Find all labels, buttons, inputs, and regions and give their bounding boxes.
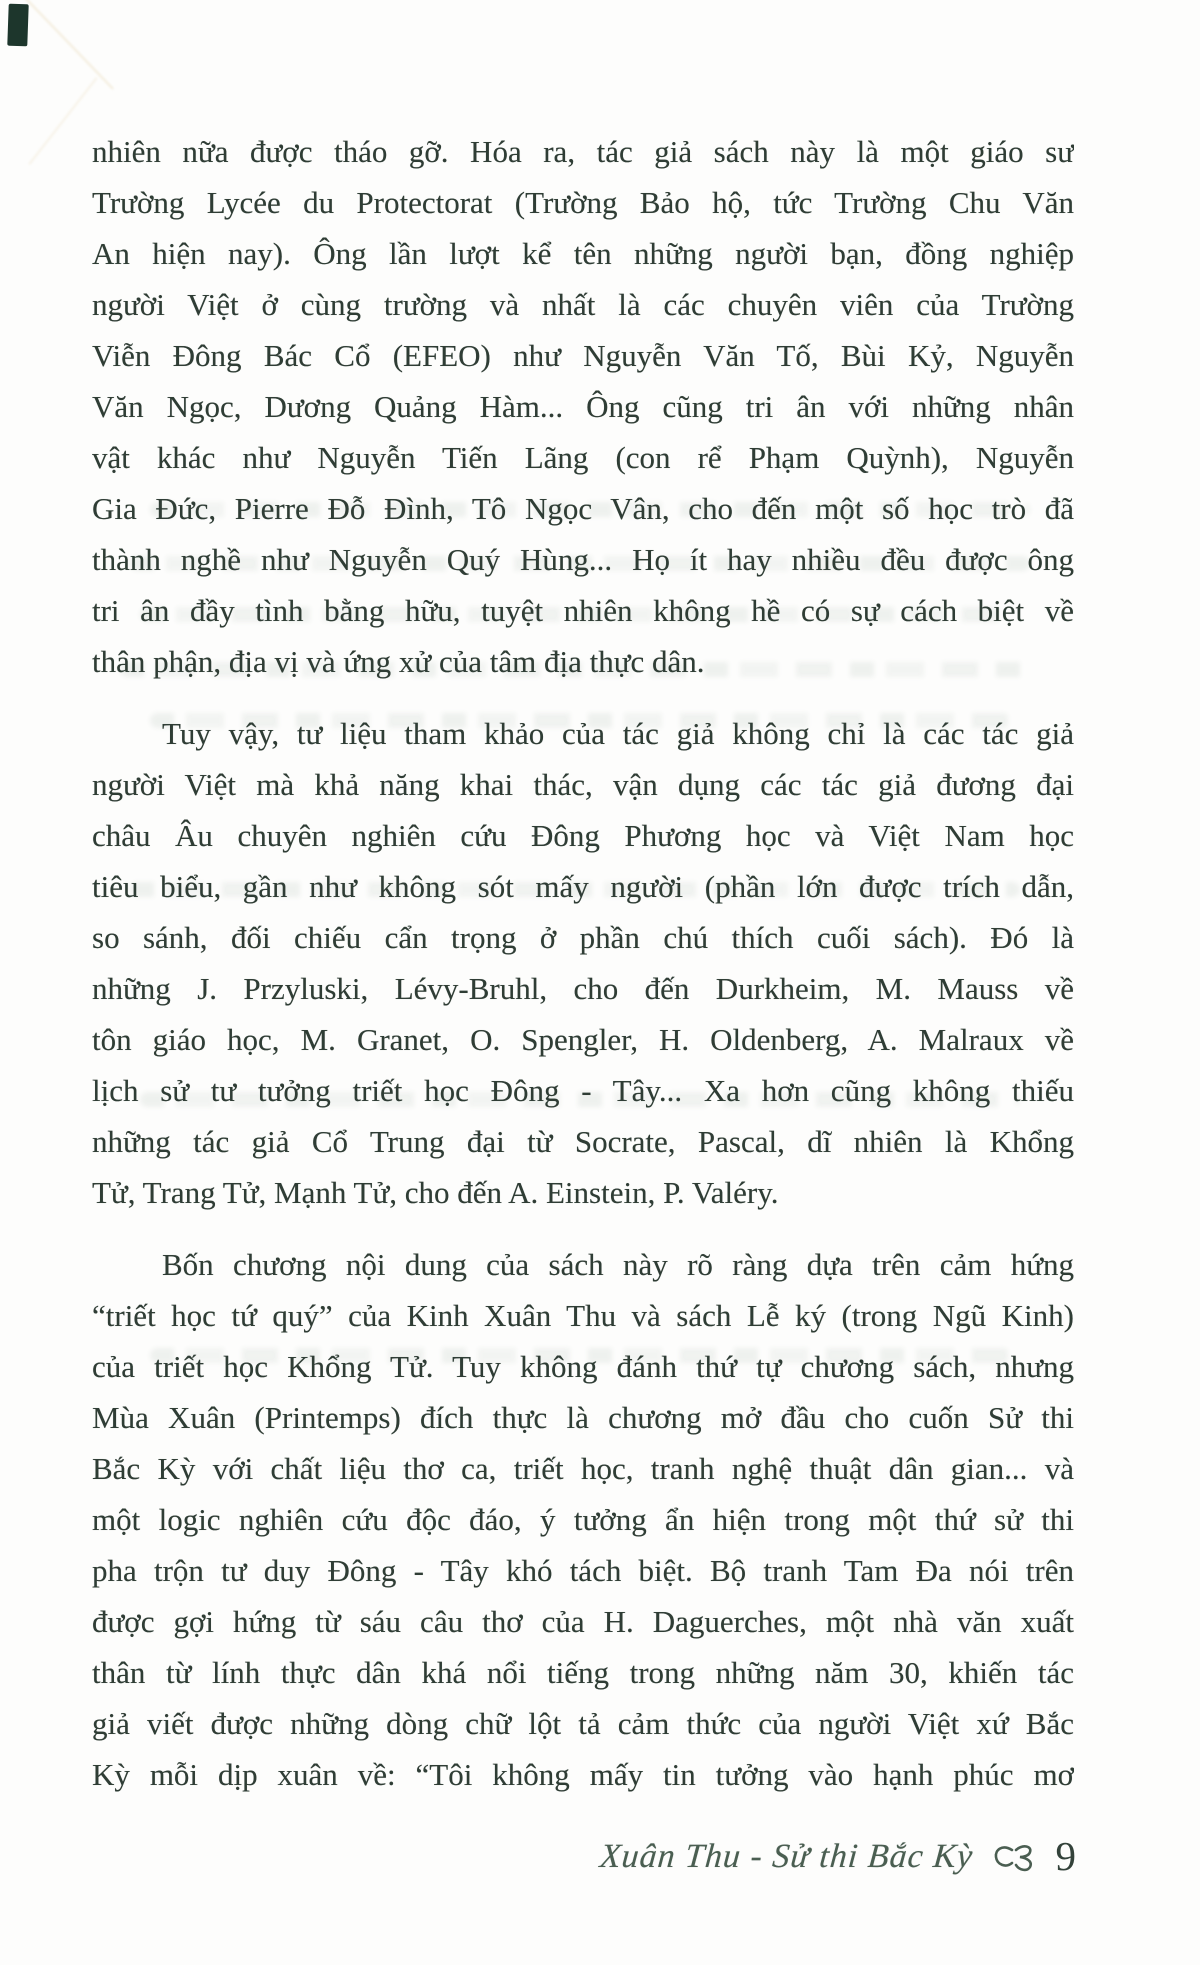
text-line: giả viết được những dòng chữ lột tả cảm thức của người Việt xứ Bắc [92, 1706, 1074, 1741]
text-line: An hiện nay). Ông lần lượt kể tên những người bạn, đồng nghiệp [92, 236, 1074, 271]
text-line: Văn Ngọc, Dương Quảng Hàm... Ông cũng tri ân với những nhân [92, 389, 1074, 424]
page-footer [598, 1833, 1076, 1879]
text-line: những tác giả Cổ Trung đại từ Socrate, Pascal, dĩ nhiên là Khổng [92, 1124, 1074, 1159]
text-line: thân phận, địa vị và ứng xử của tâm địa thực dân. [92, 644, 705, 679]
text-line: những J. Przyluski, Lévy-Bruhl, cho đến Durkheim, M. Mauss về [92, 971, 1074, 1006]
page-number: 9 [1055, 1833, 1076, 1879]
text-line: thân từ lính thực dân khá nổi tiếng trong những năm 30, khiến tác [92, 1655, 1074, 1690]
text-line: thành nghề như Nguyễn Quý Hùng... Họ ít hay nhiều đều được ông [92, 542, 1074, 577]
paragraph [92, 1239, 1074, 1800]
text-line: Viễn Đông Bác Cổ (EFEO) như Nguyễn Văn Tố, Bùi Kỷ, Nguyễn [92, 338, 1074, 373]
text-line: tiêu biểu, gần như không sót mấy người (phần lớn được trích dẫn, [92, 869, 1074, 904]
body-text [92, 126, 1074, 1800]
text-line: Bốn chương nội dung của sách này rõ ràng dựa trên cảm hứng [162, 1247, 1074, 1282]
running-title: Xuân Thu - Sử thi Bắc Kỳ [598, 1837, 976, 1875]
text-line: Tuy vậy, tư liệu tham khảo của tác giả không chỉ là các tác giả [162, 716, 1074, 751]
text-line: một logic nghiên cứu độc đáo, ý tưởng ẩn hiện trong một thứ sử thi [92, 1502, 1074, 1537]
paper-crease-artifact [28, 77, 97, 165]
paragraph [92, 126, 1074, 687]
paragraph [92, 708, 1074, 1218]
text-line: “triết học tứ quý” của Kinh Xuân Thu và sách Lễ ký (trong Ngũ Kinh) [92, 1298, 1074, 1333]
text-line: lịch sử tư tưởng triết học Đông - Tây... Xa hơn cũng không thiếu [92, 1073, 1074, 1108]
text-line: Kỳ mỗi dịp xuân về: “Tôi không mấy tin tưởng vào hạnh phúc mơ [92, 1757, 1074, 1792]
text-line: Gia Đức, Pierre Đỗ Đình, Tô Ngọc Vân, cho đến một số học trò đã [92, 491, 1074, 526]
text-line: người Việt mà khả năng khai thác, vận dụng các tác giả đương đại [92, 767, 1074, 802]
text-line: người Việt ở cùng trường và nhất là các chuyên viên của Trường [92, 287, 1074, 322]
text-line: nhiên nữa được tháo gỡ. Hóa ra, tác giả sách này là một giáo sư [92, 134, 1074, 169]
text-line: châu Âu chuyên nghiên cứu Đông Phương học và Việt Nam học [92, 818, 1074, 853]
text-line: Bắc Kỳ với chất liệu thơ ca, triết học, tranh nghệ thuật dân gian... và [92, 1451, 1074, 1486]
text-line: Tử, Trang Tử, Mạnh Tử, cho đến A. Einstein, P. Valéry. [92, 1175, 779, 1210]
text-line: vật khác như Nguyễn Tiến Lãng (con rể Phạm Quỳnh), Nguyễn [92, 440, 1074, 475]
text-line: được gợi hứng từ sáu câu thơ của H. Daguerches, một nhà văn xuất [92, 1604, 1074, 1639]
text-line: của triết học Khổng Tử. Tuy không đánh thứ tự chương sách, nhưng [92, 1349, 1074, 1384]
scan-corner-mark [7, 4, 28, 47]
fleuron-icon [992, 1842, 1038, 1877]
text-line: so sánh, đối chiếu cẩn trọng ở phần chú thích cuối sách). Đó là [92, 920, 1074, 955]
text-line: Trường Lycée du Protectorat (Trường Bảo hộ, tức Trường Chu Văn [92, 185, 1074, 220]
text-line: tôn giáo học, M. Granet, O. Spengler, H. Oldenberg, A. Malraux về [92, 1022, 1074, 1057]
text-line: pha trộn tư duy Đông - Tây khó tách biệt. Bộ tranh Tam Đa nói trên [92, 1553, 1074, 1588]
text-line: tri ân đầy tình bằng hữu, tuyệt nhiên không hề có sự cách biệt về [92, 593, 1074, 628]
text-line: Mùa Xuân (Printemps) đích thực là chương mở đầu cho cuốn Sử thi [92, 1400, 1074, 1435]
